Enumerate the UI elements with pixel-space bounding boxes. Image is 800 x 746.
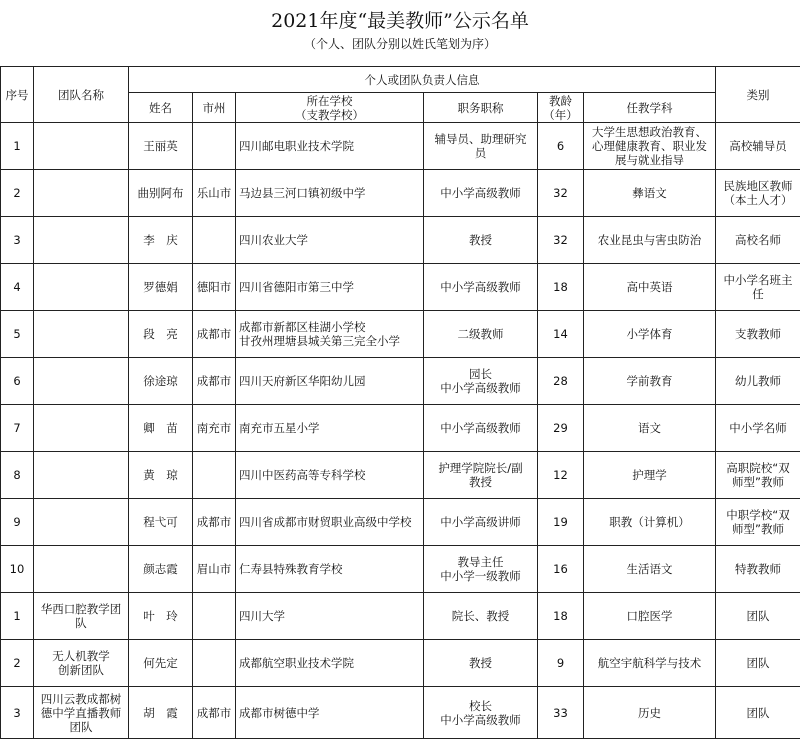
cell-index: 3	[1, 687, 34, 739]
cell-title: 院长、教授	[424, 593, 538, 640]
cell-school: 成都市树德中学	[236, 687, 424, 739]
cell-title: 二级教师	[424, 311, 538, 358]
cell-city: 成都市	[193, 358, 236, 405]
cell-subject: 小学体育	[584, 311, 716, 358]
cell-team	[34, 311, 129, 358]
cell-name: 李 庆	[129, 217, 193, 264]
cell-city: 成都市	[193, 311, 236, 358]
cell-years: 32	[538, 217, 584, 264]
cell-subject: 语文	[584, 405, 716, 452]
table-row	[1, 170, 800, 217]
cell-years: 18	[538, 593, 584, 640]
cell-team	[34, 499, 129, 546]
cell-school: 马边县三河口镇初级中学	[236, 170, 424, 217]
header-category: 类别	[716, 67, 800, 123]
cell-city: 德阳市	[193, 264, 236, 311]
cell-years: 12	[538, 452, 584, 499]
cell-team	[34, 264, 129, 311]
header-name: 姓名	[129, 93, 193, 123]
cell-city	[193, 640, 236, 687]
cell-school: 四川邮电职业技术学院	[236, 123, 424, 170]
cell-index: 7	[1, 405, 34, 452]
cell-name: 胡 霞	[129, 687, 193, 739]
header-city: 市州	[193, 93, 236, 123]
cell-title: 辅导员、助理研究 员	[424, 123, 538, 170]
cell-index: 6	[1, 358, 34, 405]
cell-title: 教授	[424, 640, 538, 687]
table-row	[1, 640, 800, 687]
cell-years: 32	[538, 170, 584, 217]
cell-team: 无人机教学 创新团队	[34, 640, 129, 687]
cell-city	[193, 593, 236, 640]
table-row	[1, 687, 800, 739]
cell-team	[34, 405, 129, 452]
cell-school: 四川中医药高等专科学校	[236, 452, 424, 499]
cell-name: 罗德娟	[129, 264, 193, 311]
cell-city	[193, 123, 236, 170]
header-row-1	[1, 67, 800, 93]
cell-years: 19	[538, 499, 584, 546]
cell-category: 特教教师	[716, 546, 800, 593]
cell-school: 南充市五星小学	[236, 405, 424, 452]
cell-school: 成都市新都区桂湖小学校 甘孜州理塘县城关第三完全小学	[236, 311, 424, 358]
cell-city	[193, 217, 236, 264]
cell-school: 四川农业大学	[236, 217, 424, 264]
cell-school: 四川大学	[236, 593, 424, 640]
cell-team: 四川云教成都树 德中学直播教师 团队	[34, 687, 129, 739]
cell-category: 团队	[716, 687, 800, 739]
cell-subject: 高中英语	[584, 264, 716, 311]
cell-subject: 大学生思想政治教育、 心理健康教育、职业发 展与就业指导	[584, 123, 716, 170]
header-years: 教龄 （年）	[538, 93, 584, 123]
document-title: 2021年度“最美教师”公示名单	[271, 10, 529, 32]
cell-title: 教导主任 中小学一级教师	[424, 546, 538, 593]
table-row	[1, 264, 800, 311]
table-row	[1, 546, 800, 593]
cell-subject: 彝语文	[584, 170, 716, 217]
cell-years: 9	[538, 640, 584, 687]
cell-title: 教授	[424, 217, 538, 264]
header-group: 个人或团队负责人信息	[129, 67, 716, 93]
cell-years: 33	[538, 687, 584, 739]
cell-school: 四川天府新区华阳幼儿园	[236, 358, 424, 405]
cell-subject: 学前教育	[584, 358, 716, 405]
table-row	[1, 593, 800, 640]
cell-years: 16	[538, 546, 584, 593]
table-body	[1, 123, 800, 739]
cell-category: 幼儿教师	[716, 358, 800, 405]
cell-category: 团队	[716, 640, 800, 687]
cell-team	[34, 358, 129, 405]
cell-name: 黄 琼	[129, 452, 193, 499]
cell-city: 成都市	[193, 499, 236, 546]
cell-school: 四川省德阳市第三中学	[236, 264, 424, 311]
cell-subject: 历史	[584, 687, 716, 739]
cell-category: 民族地区教师 （本土人才）	[716, 170, 800, 217]
cell-city: 成都市	[193, 687, 236, 739]
cell-index: 9	[1, 499, 34, 546]
cell-title: 护理学院院长/副 教授	[424, 452, 538, 499]
cell-subject: 农业昆虫与害虫防治	[584, 217, 716, 264]
cell-index: 5	[1, 311, 34, 358]
table-row	[1, 123, 800, 170]
cell-subject: 护理学	[584, 452, 716, 499]
cell-city: 眉山市	[193, 546, 236, 593]
cell-team: 华西口腔教学团 队	[34, 593, 129, 640]
cell-category: 高校辅导员	[716, 123, 800, 170]
cell-school: 成都航空职业技术学院	[236, 640, 424, 687]
cell-title: 中小学高级教师	[424, 264, 538, 311]
cell-years: 29	[538, 405, 584, 452]
cell-category: 中小学名师	[716, 405, 800, 452]
cell-title: 中小学高级教师	[424, 405, 538, 452]
cell-name: 颜志霞	[129, 546, 193, 593]
cell-category: 高职院校“双 师型”教师	[716, 452, 800, 499]
cell-index: 3	[1, 217, 34, 264]
header-team-name: 团队名称	[34, 67, 129, 123]
teacher-list-table	[0, 66, 800, 739]
header-title: 职务职称	[424, 93, 538, 123]
title-block	[0, 0, 800, 66]
cell-title: 中小学高级教师	[424, 170, 538, 217]
cell-index: 10	[1, 546, 34, 593]
cell-name: 王丽英	[129, 123, 193, 170]
cell-team	[34, 546, 129, 593]
cell-subject: 职教（计算机）	[584, 499, 716, 546]
cell-years: 14	[538, 311, 584, 358]
cell-name: 段 亮	[129, 311, 193, 358]
cell-index: 1	[1, 123, 34, 170]
cell-index: 2	[1, 640, 34, 687]
cell-category: 中小学名班主 任	[716, 264, 800, 311]
cell-title: 校长 中小学高级教师	[424, 687, 538, 739]
cell-category: 中职学校“双 师型”教师	[716, 499, 800, 546]
cell-category: 高校名师	[716, 217, 800, 264]
cell-name: 叶 玲	[129, 593, 193, 640]
cell-name: 徐途琼	[129, 358, 193, 405]
cell-title: 园长 中小学高级教师	[424, 358, 538, 405]
table-row	[1, 311, 800, 358]
cell-index: 1	[1, 593, 34, 640]
table-row	[1, 358, 800, 405]
cell-index: 2	[1, 170, 34, 217]
table-row	[1, 405, 800, 452]
document-subtitle: （个人、团队分别以姓氏笔划为序）	[303, 37, 496, 51]
cell-name: 卿 苗	[129, 405, 193, 452]
cell-years: 18	[538, 264, 584, 311]
header-subject: 任教学科	[584, 93, 716, 123]
table-row	[1, 499, 800, 546]
cell-team	[34, 452, 129, 499]
cell-team	[34, 217, 129, 264]
table-row	[1, 217, 800, 264]
cell-city	[193, 452, 236, 499]
cell-team	[34, 123, 129, 170]
cell-city: 乐山市	[193, 170, 236, 217]
cell-index: 8	[1, 452, 34, 499]
cell-city: 南充市	[193, 405, 236, 452]
table-row	[1, 452, 800, 499]
cell-school: 四川省成都市财贸职业高级中学校	[236, 499, 424, 546]
cell-name: 何先定	[129, 640, 193, 687]
cell-title: 中小学高级讲师	[424, 499, 538, 546]
cell-school: 仁寿县特殊教育学校	[236, 546, 424, 593]
cell-name: 程弋可	[129, 499, 193, 546]
cell-name: 曲别阿布	[129, 170, 193, 217]
cell-subject: 口腔医学	[584, 593, 716, 640]
cell-subject: 航空宇航科学与技术	[584, 640, 716, 687]
cell-index: 4	[1, 264, 34, 311]
cell-team	[34, 170, 129, 217]
cell-years: 6	[538, 123, 584, 170]
cell-category: 支教教师	[716, 311, 800, 358]
cell-category: 团队	[716, 593, 800, 640]
header-school: 所在学校 （支教学校）	[236, 93, 424, 123]
cell-years: 28	[538, 358, 584, 405]
header-index: 序号	[1, 67, 34, 123]
cell-subject: 生活语文	[584, 546, 716, 593]
